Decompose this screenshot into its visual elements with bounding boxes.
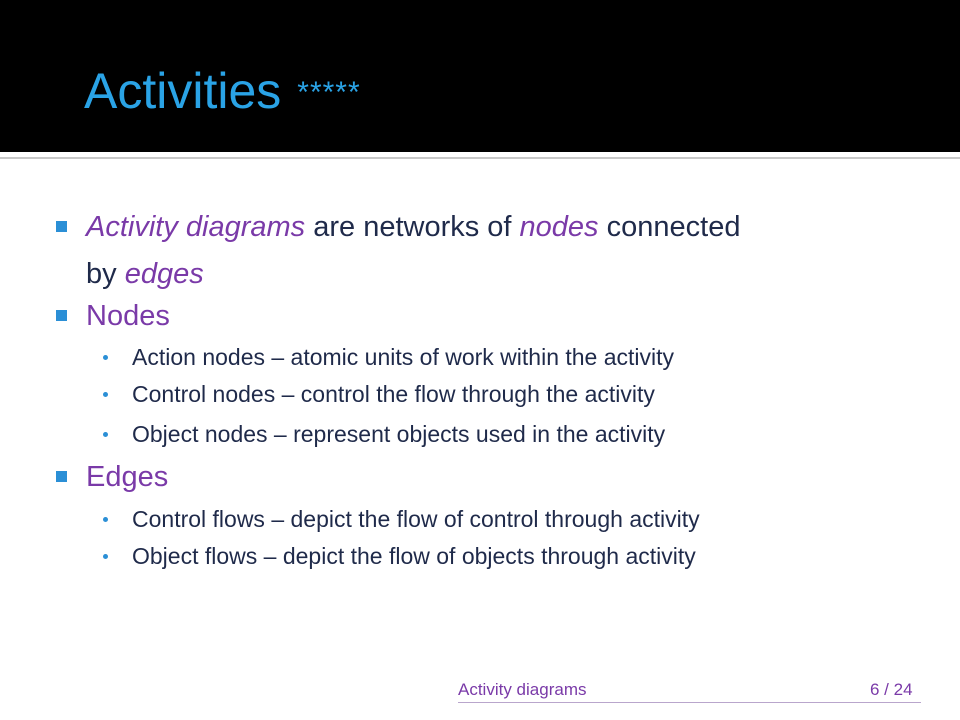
footer-title: Activity diagrams xyxy=(458,680,587,699)
sub-bullet-action-nodes xyxy=(132,342,674,372)
title-text: Activities xyxy=(84,63,282,119)
square-bullet-icon xyxy=(56,471,67,482)
bullet-text: by xyxy=(86,258,125,290)
sub-bullet-object-nodes xyxy=(132,419,665,449)
heading-edges: Edges xyxy=(86,461,169,493)
sub-bullet-text: Object nodes – represent objects used in the activity xyxy=(132,421,666,447)
sub-bullet-text: Action nodes – atomic units of work within the activity xyxy=(132,344,675,370)
square-bullet-icon xyxy=(56,310,67,321)
title-stars: ***** xyxy=(297,76,361,109)
term-nodes: nodes xyxy=(519,211,599,243)
page-number: 6 / 24 xyxy=(870,680,913,699)
dot-bullet-icon xyxy=(103,355,108,360)
bullet-text: connected xyxy=(598,211,741,243)
header-divider xyxy=(0,157,960,159)
bullet-activity-diagrams xyxy=(86,207,740,247)
slide-header xyxy=(0,0,960,152)
sub-bullet-text: Control nodes – control the flow through the activity xyxy=(132,381,655,407)
sub-bullet-control-nodes xyxy=(132,379,655,409)
bullet-nodes xyxy=(86,296,170,336)
bullet-text: are networks of xyxy=(305,211,520,243)
square-bullet-icon xyxy=(56,221,67,232)
bullet-edges xyxy=(86,457,168,497)
dot-bullet-icon xyxy=(103,554,108,559)
sub-bullet-text: Control flows – depict the flow of control through activity xyxy=(132,506,700,532)
sub-bullet-control-flows xyxy=(132,504,700,534)
dot-bullet-icon xyxy=(103,432,108,437)
slide-title xyxy=(84,62,361,120)
sub-bullet-object-flows xyxy=(132,541,696,571)
heading-nodes: Nodes xyxy=(86,300,170,332)
bullet-activity-diagrams-cont xyxy=(86,254,204,294)
footer-divider xyxy=(458,702,921,703)
term-activity-diagrams: Activity diagrams xyxy=(86,211,306,243)
dot-bullet-icon xyxy=(103,517,108,522)
dot-bullet-icon xyxy=(103,392,108,397)
sub-bullet-text: Object flows – depict the flow of objects through activity xyxy=(132,543,696,569)
term-edges: edges xyxy=(124,258,204,290)
